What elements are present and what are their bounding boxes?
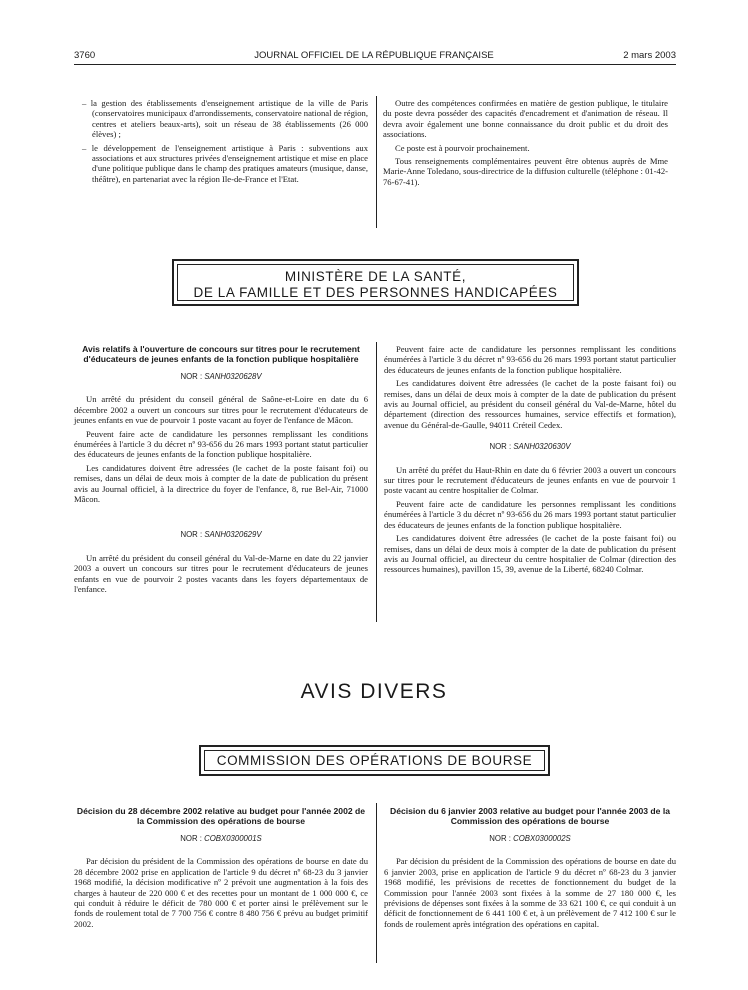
paragraph: Un arrêté du président du conseil général du Val-de-Marne en date du 22 janvier 2003 a ouvert un concours sur titres pour le recrutement d'éducateurs de jeunes enfants en vue de pourvoir 2 postes vacants dans les foyers départementaux de l'enfance. (74, 552, 368, 595)
bourse-left-column (74, 806, 368, 932)
avis-divers-heading: AVIS DIVERS (300, 680, 448, 703)
nor-label: NOR : (180, 372, 203, 381)
paragraph: Les candidatures doivent être adressées (le cachet de la poste faisant foi) ou remises, dans un délai de deux mois à compter de la date de publication du présent avis au Journal officiel, à la directrice du foyer de l'enfance, 8, rue Bel-Air, 71000 Mâcon. (74, 462, 368, 505)
nor-code: COBX0300002S (513, 834, 571, 843)
nor-label: NOR : (489, 834, 511, 843)
nor-label: NOR : (489, 442, 512, 452)
paragraph: Un arrêté du président du conseil général de Saône-et-Loire en date du 6 décembre 2002 a ouvert un concours sur titres pour le recrutement d'éducateurs de jeunes enfants en vue de pourvoir 1 poste vacant au foyer de l'enfance de Mâcon. (74, 394, 368, 426)
nor-label: NOR : (180, 530, 203, 540)
paragraph: Par décision du président de la Commission des opérations de bourse en date du 28 décembre 2002 prise en application de l'article 9 du décret nº 68-23 du 3 janvier 1968 modifié, la décision modificative nº 2 prévoit une augmentation à la fois des charges à hauteur de 220 000 € et des recettes pour un montant de 1 000 000 €, ce qui conduit à réduire le déficit de 780 000 € et porter ainsi le prélèvement sur le fonds de roulement total de 7 700 756 € contre 8 480 756 € prévu au budget primitif 2002. (74, 856, 368, 929)
paragraph: Les candidatures doivent être adressées (le cachet de la poste faisant foi) ou remises, dans un délai de deux mois à compter de la date de publication du présent avis au Journal officiel, au président du conseil général du Val-de-Marne, hôtel du département (direction des ressources humaines, service effectifs et formation), avenue du Général-de-Gaulle, 94011 Créteil Cedex. (384, 378, 676, 430)
commission-heading-box (199, 745, 550, 776)
bourse-right-column (384, 806, 676, 932)
list-item: – le développement de l'enseignement artistique à Paris : subventions aux associations et aux structures privées d'enseignement artistique et mise en place d'une politique publique dans le champ des pratiques amateurs (musique, danse, théâtre), en partenariat avec la région Ile-de-France et l'Etat. (82, 142, 368, 184)
nor-code: COBX0300001S (204, 834, 262, 843)
paragraph: Par décision du président de la Commission des opérations de bourse en date du 6 janvier 2003, prise en application de l'article 9 du décret nº 68-23 du 3 janvier 1968 modifié, les prévisions de recettes de fonctionnement du budget de la Commission pour l'année 2003 sont fixées à la somme de 27 180 000 €, les prévisions de dépenses sont fixées à la somme de 33 621 100 €, ce qui conduit à un déficit de fonctionnement de 6 441 100 € et, à un prélèvement de 7 412 100 € sur le fonds de roulement après intégration des opérations en capital. (384, 856, 676, 929)
sante-right-column (384, 344, 676, 578)
nor-label: NOR : (180, 834, 202, 843)
sante-title: Avis relatifs à l'ouverture de concours sur titres pour le recrutement d'éducateurs de jeunes enfants de la fonction publique hospitalière (82, 344, 360, 364)
ministry-line-2: DE LA FAMILLE ET DES PERSONNES HANDICAPÉES (193, 285, 558, 300)
paragraph: Ce poste est à pourvoir prochainement. (395, 142, 530, 153)
paragraph: Peuvent faire acte de candidature les personnes remplissant les conditions énumérées à l'article 3 du décret nº 93-656 du 26 mars 1993 portant statut particulier des éducateurs de jeunes enfants de la fonction publique hospitalière. (384, 344, 676, 375)
nor-reference (74, 530, 368, 540)
nor-code: SANH0320628V (204, 372, 262, 381)
nor-reference (384, 442, 676, 452)
top-right-column (383, 98, 668, 190)
paragraph: Les candidatures doivent être adressées (le cachet de la poste faisant foi) ou remises, dans un délai de deux mois à compter de la date de publication du présent avis au Journal officiel, au directeur du centre hospitalier de Colmar (direction des ressources humaines), pavillon 15, 39, avenue de la Liberté, 68240 Colmar. (384, 533, 676, 575)
paragraph: Outre des compétences confirmées en matière de gestion publique, le titulaire du poste devra posséder des capacités d'encadrement et d'animation de réseau. Il devra avoir également une bonne connaissance du droit public et du droit des associations. (383, 98, 668, 140)
nor-reference (74, 834, 368, 844)
top-left-column (82, 98, 368, 187)
header-rule (74, 64, 676, 65)
ministry-line-1: MINISTÈRE DE LA SANTÉ, (284, 269, 467, 284)
column-divider (376, 803, 377, 963)
decision-title: Décision du 6 janvier 2003 relative au budget pour l'année 2003 de la Commission des opérations de bourse (389, 806, 670, 826)
nor-code: SANH0320630V (513, 442, 571, 452)
paragraph: Peuvent faire acte de candidature les personnes remplissant les conditions énumérées à l'article 3 du décret nº 93-656 du 26 mars 1993 portant statut particulier des éducateurs de jeunes enfants de la fonction publique hospitalière. (384, 498, 676, 530)
issue-date: 2 mars 2003 (623, 50, 676, 61)
column-divider (376, 96, 377, 228)
nor-reference (384, 834, 676, 844)
journal-title: JOURNAL OFFICIEL DE LA RÉPUBLIQUE FRANÇAISE (254, 50, 494, 61)
paragraph: Tous renseignements complémentaires peuvent être obtenus auprès de Mme Marie-Anne Toledano, sous-directrice de la diffusion culturelle (téléphone : 01-42-76-67-41). (383, 156, 668, 187)
list-item: – la gestion des établissements d'enseignement artistique de la ville de Paris (conservatoires municipaux d'arrondissements, conservatoire national de région, centres et ateliers beaux-arts), soit un réseau de 38 établissements (26 000 élèves) ; (82, 98, 368, 140)
paragraph: Peuvent faire acte de candidature les personnes remplissant les conditions énumérées à l'article 3 du décret nº 93-656 du 26 mars 1993 portant statut particulier des éducateurs de jeunes enfants de la fonction publique hospitalière. (74, 428, 368, 460)
decision-title: Décision du 28 décembre 2002 relative au budget pour l'année 2002 de la Commission des opérations de bourse (76, 806, 366, 826)
column-divider (376, 342, 377, 622)
nor-reference (74, 372, 368, 382)
page-number: 3760 (74, 50, 96, 61)
paragraph: Un arrêté du préfet du Haut-Rhin en date du 6 février 2003 a ouvert un concours sur titres pour le recrutement d'éducateurs de jeunes enfants en vue de pourvoir 1 poste vacant au centre hospitalier de Colmar. (384, 464, 676, 496)
ministry-heading-box (172, 259, 579, 306)
commission-heading: COMMISSION DES OPÉRATIONS DE BOURSE (216, 753, 533, 768)
nor-code: SANH0320629V (204, 530, 262, 540)
sante-left-column (74, 344, 368, 598)
